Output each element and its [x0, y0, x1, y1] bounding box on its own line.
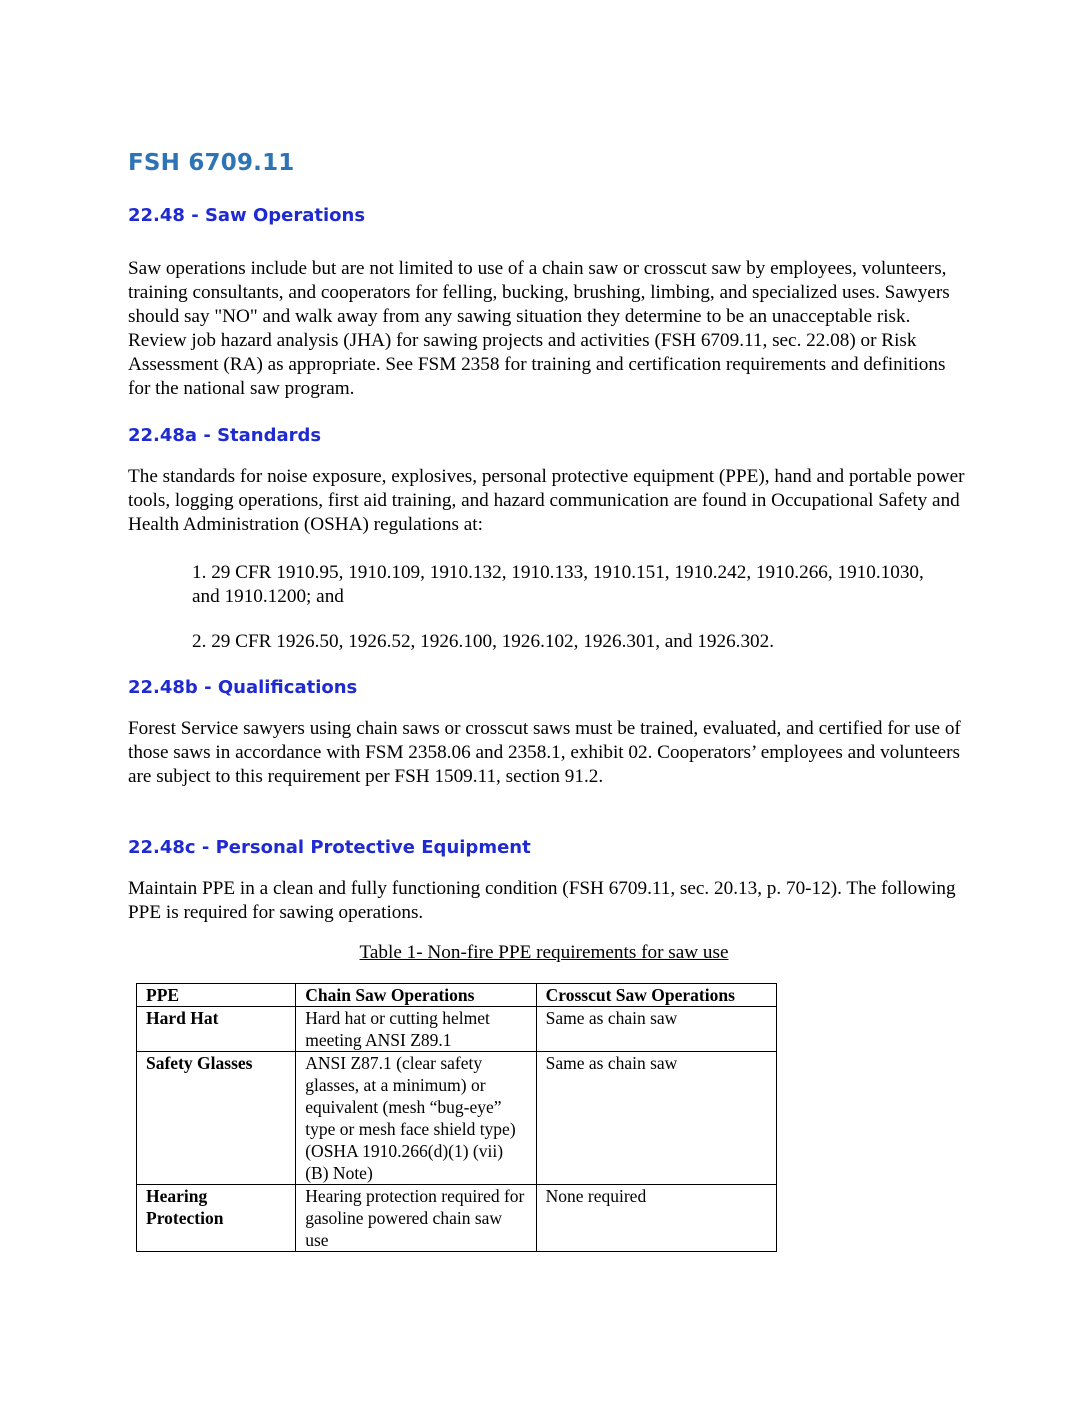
paragraph-standards: The standards for noise exposure, explosives, personal protective equipment (PPE), hand and portable power tools, logging operations, first aid training, and hazard communication are found in Occupational Safety and Health Administration (OSHA) regulations at:	[128, 466, 965, 535]
table-row	[137, 1007, 777, 1052]
table-cell-crosscut-saw: Same as chain saw	[536, 1052, 776, 1185]
heading-ppe: 22.48c - Personal Protective Equipment	[128, 837, 531, 858]
list-item: 1. 29 CFR 1910.95, 1910.109, 1910.132, 1910.133, 1910.151, 1910.242, 1910.266, 1910.1030, and 1910.1200; and	[192, 562, 924, 607]
table-cell-chain-saw: Hearing protection required for gasoline powered chain saw use	[296, 1185, 536, 1252]
table-header-row	[137, 984, 777, 1007]
list-item: 2. 29 CFR 1926.50, 1926.52, 1926.100, 1926.102, 1926.301, and 1926.302.	[192, 631, 775, 652]
document-title: FSH 6709.11	[128, 150, 295, 176]
table-cell-crosscut-saw: None required	[536, 1185, 776, 1252]
table-row	[137, 1185, 777, 1252]
table-cell-chain-saw: ANSI Z87.1 (clear safety glasses, at a minimum) or equivalent (mesh “bug-eye” type or mesh face shield type) (OSHA 1910.266(d)(1) (vii) (B) Note)	[296, 1052, 536, 1185]
paragraph-qualifications: Forest Service sawyers using chain saws or crosscut saws must be trained, evaluated, and certified for use of those saws in accordance with FSM 2358.06 and 2358.1, exhibit 02. Cooperators’ employees and volunteers are subject to this requirement per FSH 1509.11, section 91.2.	[128, 718, 961, 787]
heading-qualifications: 22.48b - Qualifications	[128, 677, 358, 698]
table-cell-chain-saw: Hard hat or cutting helmet meeting ANSI Z89.1	[296, 1007, 536, 1052]
column-header-ppe: PPE	[137, 984, 296, 1007]
table-caption-text: Table 1- Non-fire PPE requirements for saw use	[359, 942, 729, 963]
column-header-crosscut-saw: Crosscut Saw Operations	[536, 984, 776, 1007]
ppe-table	[136, 983, 777, 1252]
table-cell-crosscut-saw: Same as chain saw	[536, 1007, 776, 1052]
column-header-chain-saw: Chain Saw Operations	[296, 984, 536, 1007]
table-cell-ppe: Hearing Protection	[137, 1185, 296, 1252]
table-caption	[0, 942, 1088, 964]
table-row	[137, 1052, 777, 1185]
heading-saw-operations: 22.48 - Saw Operations	[128, 205, 366, 226]
table-cell-ppe: Safety Glasses	[137, 1052, 296, 1185]
paragraph-saw-operations: Saw operations include but are not limited to use of a chain saw or crosscut saw by employees, volunteers, training consultants, and cooperators for felling, bucking, brushing, limbing, and specialized uses. Sawyers should say "NO" and walk away from any sawing situation they determine to be an unacceptable risk. Review job hazard analysis (JHA) for sawing projects and activities (FSH 6709.11, sec. 22.08) or Risk Assessment (RA) as appropriate. See FSM 2358 for training and certification requirements and definitions for the national saw program.	[128, 258, 950, 399]
paragraph-ppe: Maintain PPE in a clean and fully functioning condition (FSH 6709.11, sec. 20.13, p. 70-12). The following PPE is required for sawing operations.	[128, 878, 956, 923]
table-cell-ppe: Hard Hat	[137, 1007, 296, 1052]
heading-standards: 22.48a - Standards	[128, 425, 322, 446]
